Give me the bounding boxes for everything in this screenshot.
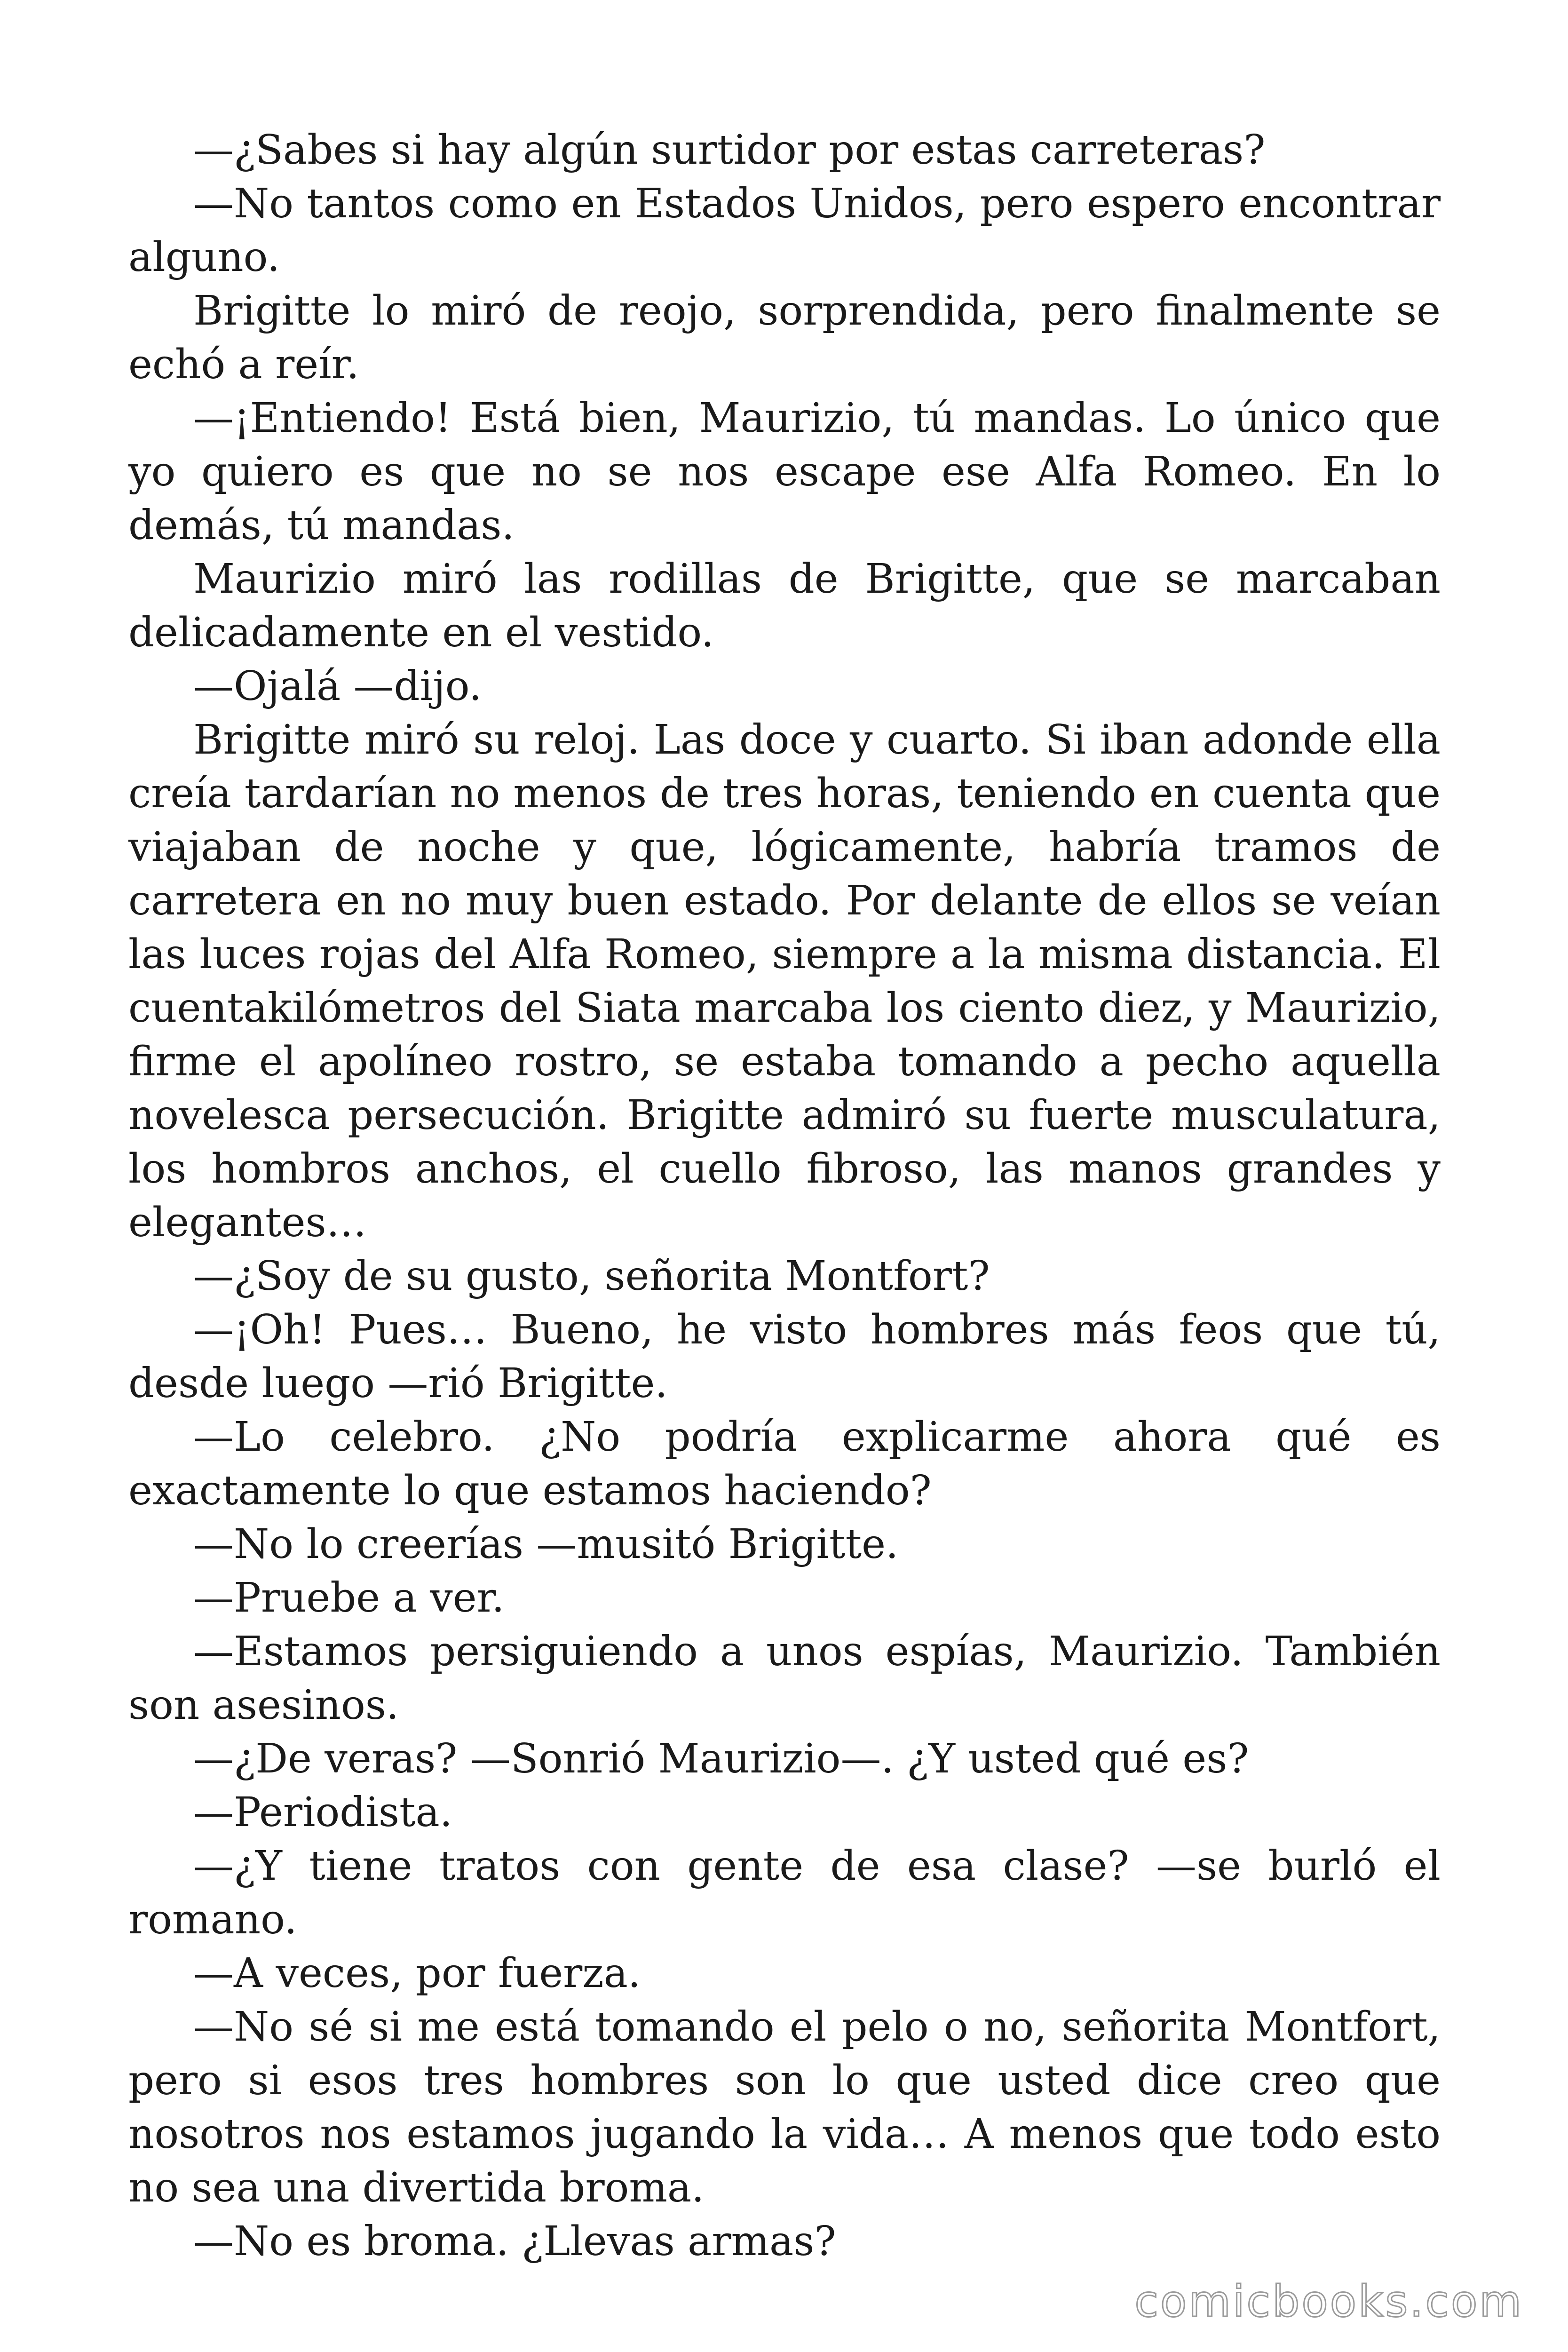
- paragraph: —¿Soy de su gusto, señorita Montfort?: [193, 1253, 990, 1300]
- paragraph: —Pruebe a ver.: [193, 1574, 505, 1621]
- paragraph: —No tantos como en Estados Unidos, pero espero encontrar alguno.: [128, 180, 1441, 281]
- paragraph: —No lo creerías —musitó Brigitte.: [193, 1521, 899, 1568]
- paragraph: —¿Y tiene tratos con gente de esa clase? —se burló el romano.: [128, 1843, 1441, 1943]
- paragraph: —No sé si me está tomando el pelo o no, señorita Montfort, pero si esos tres hombres son lo que usted dice creo que nosotros nos estamos jugando la vida… A menos que todo esto no sea una divertida broma.: [128, 2003, 1441, 2211]
- paragraph: Maurizio miró las rodillas de Brigitte, que se marcaban delicadamente en el vestido.: [128, 556, 1441, 656]
- paragraph: Brigitte miró su reloj. Las doce y cuarto. Si iban adonde ella creía tardarían no menos de tres horas, teniendo en cuenta que viajaban de noche y que, lógicamente, habría tramos de carretera en no muy buen estado. Por delante de ellos se veían las luces rojas del Alfa Romeo, siempre a la misma distancia. El cuentakilómetros del Siata marcaba los ciento diez, y Maurizio, firme el apolíneo rostro, se estaba tomando a pecho aquella novelesca persecución. Brigitte admiró su fuerte musculatura, los hombros anchos, el cuello fibroso, las manos grandes y elegantes…: [128, 716, 1441, 1246]
- paragraph: Brigitte lo miró de reojo, sorprendida, pero finalmente se echó a reír.: [128, 287, 1441, 388]
- paragraph: —Periodista.: [193, 1789, 453, 1836]
- watermark: comicbooks.com: [1134, 2276, 1523, 2327]
- book-page-text: [128, 123, 1441, 2268]
- paragraph: —Ojalá —dijo.: [193, 663, 482, 710]
- paragraph: —Estamos persiguiendo a unos espías, Maurizio. También son asesinos.: [128, 1628, 1441, 1729]
- paragraph: —¡Oh! Pues… Bueno, he visto hombres más feos que tú, desde luego —rió Brigitte.: [128, 1306, 1441, 1407]
- paragraph: —¿Sabes si hay algún surtidor por estas carreteras?: [193, 127, 1266, 174]
- paragraph: —¡Entiendo! Está bien, Maurizio, tú mandas. Lo único que yo quiero es que no se nos escape ese Alfa Romeo. En lo demás, tú mandas.: [128, 395, 1441, 549]
- paragraph: —No es broma. ¿Llevas armas?: [193, 2218, 836, 2265]
- paragraph: —A veces, por fuerza.: [193, 1950, 641, 1997]
- paragraph: —Lo celebro. ¿No podría explicarme ahora qué es exactamente lo que estamos haciendo?: [128, 1414, 1441, 1514]
- paragraph: —¿De veras? —Sonrió Maurizio—. ¿Y usted qué es?: [193, 1735, 1249, 1782]
